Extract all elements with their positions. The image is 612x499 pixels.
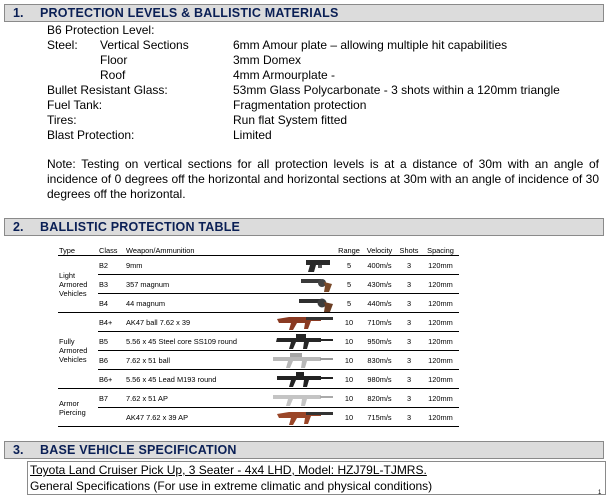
- spec-value: Run flat System fitted: [233, 113, 348, 127]
- section-2-header: [4, 218, 604, 236]
- table-row: [58, 370, 459, 389]
- vehicle-type: Armor Piercing: [58, 389, 98, 427]
- section-title: BALLISTIC PROTECTION TABLE: [40, 220, 241, 234]
- range-cell: 10: [335, 389, 363, 408]
- weapon-image: [271, 256, 335, 275]
- weapon-cell: 7.62 x 51 ball: [125, 351, 271, 370]
- vehicle-type: Fully Armored Vehicles: [58, 313, 98, 389]
- revolver-icon: [298, 295, 334, 312]
- range-cell: 5: [335, 256, 363, 275]
- spacing-cell: 120mm: [422, 332, 459, 351]
- pistol-icon: [304, 257, 334, 273]
- section-number: 3.: [13, 443, 24, 457]
- testing-note: Note: Testing on vertical sections for all protection levels is at a distance of 30m with an angle of incidence of 0 degrees off the horizontal and horizontal sections at 30m with an angle of incidence of 30 degrees off the horizontal.: [47, 157, 599, 201]
- spec-value: Fragmentation protection: [233, 98, 367, 112]
- column-header: Range: [335, 241, 363, 256]
- velocity-cell: 430m/s: [363, 275, 396, 294]
- weapon-image: [271, 275, 335, 294]
- range-cell: 10: [335, 408, 363, 427]
- class-cell: B2: [98, 256, 125, 275]
- class-cell: B6+: [98, 370, 125, 389]
- shots-cell: 3: [396, 313, 422, 332]
- class-cell: B7: [98, 389, 125, 408]
- steel-part: Vertical Sections: [100, 38, 189, 52]
- weapon-image: [271, 313, 335, 332]
- spacing-cell: 120mm: [422, 389, 459, 408]
- shots-cell: 3: [396, 256, 422, 275]
- spacing-cell: 120mm: [422, 351, 459, 370]
- steel-value: 4mm Armourplate -: [233, 68, 336, 82]
- weapon-image: [271, 294, 335, 313]
- table-row: [58, 332, 459, 351]
- velocity-cell: 950m/s: [363, 332, 396, 351]
- steel-value: 6mm Amour plate – allowing multiple hit capabilities: [233, 38, 508, 52]
- table-row: [58, 256, 459, 275]
- table-row: [58, 389, 459, 408]
- section-number: 1.: [13, 6, 24, 20]
- table-row: [58, 294, 459, 313]
- velocity-cell: 830m/s: [363, 351, 396, 370]
- spacing-cell: 120mm: [422, 408, 459, 427]
- section-3-header: [4, 441, 604, 459]
- table-row: [58, 351, 459, 370]
- table-row: [58, 408, 459, 427]
- column-header: Shots: [396, 241, 422, 256]
- weapon-cell: 9mm: [125, 256, 271, 275]
- section-title: BASE VEHICLE SPECIFICATION: [40, 443, 237, 457]
- column-header: Spacing: [422, 241, 459, 256]
- range-cell: 10: [335, 370, 363, 389]
- velocity-cell: 400m/s: [363, 256, 396, 275]
- spec-label: Tires:: [47, 113, 77, 127]
- class-cell: B5: [98, 332, 125, 351]
- steel-value: 3mm Domex: [233, 53, 302, 67]
- rifle-icon: [272, 390, 334, 407]
- class-cell: B3: [98, 275, 125, 294]
- weapon-cell: 5.56 x 45 Steel core SS109 round: [125, 332, 271, 351]
- section-number: 2.: [13, 220, 24, 234]
- shots-cell: 3: [396, 389, 422, 408]
- spacing-cell: 120mm: [422, 313, 459, 332]
- rifle-icon: [272, 352, 334, 369]
- column-header: Weapon/Ammunition: [125, 241, 271, 256]
- shots-cell: 3: [396, 370, 422, 389]
- protection-level-label: B6 Protection Level:: [47, 23, 155, 37]
- shots-cell: 3: [396, 275, 422, 294]
- range-cell: 10: [335, 313, 363, 332]
- range-cell: 10: [335, 351, 363, 370]
- weapon-cell: 5.56 x 45 Lead M193 round: [125, 370, 271, 389]
- weapon-cell: AK47 7.62 x 39 AP: [125, 408, 271, 427]
- class-cell: B6: [98, 351, 125, 370]
- page-marker: 1: [598, 490, 602, 496]
- section-title: PROTECTION LEVELS & BALLISTIC MATERIALS: [40, 6, 339, 20]
- shots-cell: 3: [396, 351, 422, 370]
- rifle-icon: [276, 371, 334, 388]
- shots-cell: 3: [396, 294, 422, 313]
- velocity-cell: 820m/s: [363, 389, 396, 408]
- range-cell: 10: [335, 332, 363, 351]
- velocity-cell: 440m/s: [363, 294, 396, 313]
- weapon-image: [271, 408, 335, 427]
- column-header: Type: [58, 241, 98, 256]
- section-1-header: [4, 4, 604, 22]
- weapon-cell: 7.62 x 51 AP: [125, 389, 271, 408]
- class-cell: [98, 408, 125, 427]
- class-cell: B4: [98, 294, 125, 313]
- range-cell: 5: [335, 275, 363, 294]
- velocity-cell: 980m/s: [363, 370, 396, 389]
- spec-label: Fuel Tank:: [47, 98, 103, 112]
- shots-cell: 3: [396, 332, 422, 351]
- shots-cell: 3: [396, 408, 422, 427]
- spacing-cell: 120mm: [422, 294, 459, 313]
- column-header: [271, 241, 335, 256]
- general-specs-line: General Specifications (For use in extreme climatic and physical conditions): [30, 479, 433, 493]
- rifle-icon: [276, 409, 334, 426]
- spacing-cell: 120mm: [422, 256, 459, 275]
- revolver-icon: [300, 276, 334, 292]
- rifle-icon: [276, 314, 334, 331]
- weapon-cell: AK47 ball 7.62 x 39: [125, 313, 271, 332]
- spacing-cell: 120mm: [422, 370, 459, 389]
- steel-part: Floor: [100, 53, 128, 67]
- table-row: [58, 275, 459, 294]
- ballistic-protection-table: [58, 241, 459, 427]
- weapon-image: [271, 389, 335, 408]
- spec-label: Bullet Resistant Glass:: [47, 83, 168, 97]
- rifle-icon: [276, 333, 334, 350]
- table-row: [58, 313, 459, 332]
- spec-value: 53mm Glass Polycarbonate - 3 shots within a 120mm triangle: [233, 83, 560, 97]
- spec-label: Blast Protection:: [47, 128, 135, 142]
- velocity-cell: 710m/s: [363, 313, 396, 332]
- weapon-image: [271, 332, 335, 351]
- vehicle-model-line: Toyota Land Cruiser Pick Up, 3 Seater - 4x4 LHD, Model: HZJ79L-TJMRS.: [30, 463, 427, 477]
- weapon-image: [271, 370, 335, 389]
- range-cell: 5: [335, 294, 363, 313]
- steel-label: Steel:: [47, 38, 78, 52]
- table-header-row: [58, 241, 459, 256]
- velocity-cell: 715m/s: [363, 408, 396, 427]
- column-header: Class: [98, 241, 125, 256]
- weapon-image: [271, 351, 335, 370]
- weapon-cell: 44 magnum: [125, 294, 271, 313]
- steel-part: Roof: [100, 68, 126, 82]
- spec-value: Limited: [233, 128, 272, 142]
- weapon-cell: 357 magnum: [125, 275, 271, 294]
- vehicle-type: Light Armored Vehicles: [58, 256, 98, 313]
- column-header: Velocity: [363, 241, 396, 256]
- class-cell: B4+: [98, 313, 125, 332]
- spacing-cell: 120mm: [422, 275, 459, 294]
